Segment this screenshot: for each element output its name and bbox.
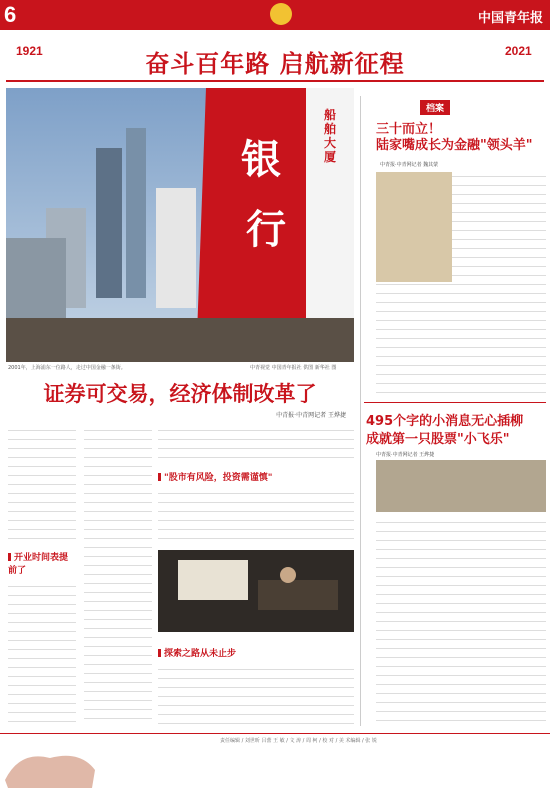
body-text-block [158, 487, 354, 544]
section-tag: 档案 [420, 100, 450, 115]
body-text-block [376, 516, 546, 726]
editor-credits: 责任编辑 / 刘世昕 吕蕾 王 敏 / 文 涛 / 周 柯 / 校 对 / 美 术编辑 / 张 锐 [220, 738, 377, 744]
right-headline-1: 三十而立！ [376, 122, 442, 137]
photo-credit: 中青视觉 中国青年报社 供图 新华社 图 [250, 365, 337, 371]
right-headline-4: 成就第一只股票"小飞乐" [366, 432, 510, 447]
article-column-3 [158, 424, 354, 544]
bull-sculpture-icon [0, 730, 100, 792]
newspaper-name: 中国青年报 [478, 11, 544, 26]
bank-sign-char-1: 银 [241, 137, 281, 183]
main-byline: 中青报·中青网记者 王烨捷 [276, 412, 346, 419]
stock-certificate-photo [376, 460, 546, 512]
article-column-1 [8, 424, 76, 724]
lujiazui-photo [376, 172, 452, 282]
body-text-block [84, 424, 152, 724]
right-byline-2: 中青报·中青网记者 王烨捷 [376, 452, 435, 458]
article-column-4 [158, 640, 354, 730]
divider [364, 402, 546, 403]
subhead-2: "股市有风险，投资需谨慎" [158, 470, 354, 483]
trading-floor-photo [158, 550, 354, 632]
divider [6, 80, 544, 82]
right-headline-3: 495个字的小消息无心插柳 [366, 414, 524, 429]
body-text-block [158, 663, 354, 730]
photo-caption: 2001年，上海浦东一位路人，走过中国金融一条街。 [8, 365, 126, 371]
footer-rule [0, 733, 550, 734]
main-photo [6, 88, 354, 362]
body-text-block [8, 580, 76, 724]
main-headline: 证券可交易，经济体制改革了 [43, 382, 317, 406]
bank-sign-char-2: 行 [246, 207, 286, 253]
right-headline-2: 陆家嘴成长为金融"领头羊" [376, 138, 533, 153]
page-number: 6 [4, 2, 17, 27]
building-sign: 船舶大厦 [324, 108, 337, 164]
party-emblem-icon [270, 3, 292, 25]
year-start: 1921 [16, 44, 43, 58]
body-text-block [158, 424, 354, 464]
subhead-1: 开业时间表提前了 [8, 550, 76, 576]
year-end: 2021 [505, 44, 532, 58]
column-divider [360, 96, 361, 726]
body-text-block [8, 424, 76, 544]
subhead-3: 探索之路从未止步 [158, 646, 354, 659]
right-byline: 中青报·中青网记者 魏其蒙 [380, 162, 439, 168]
banner-title: 奋斗百年路 启航新征程 [145, 50, 405, 78]
article-column-2 [84, 424, 152, 724]
